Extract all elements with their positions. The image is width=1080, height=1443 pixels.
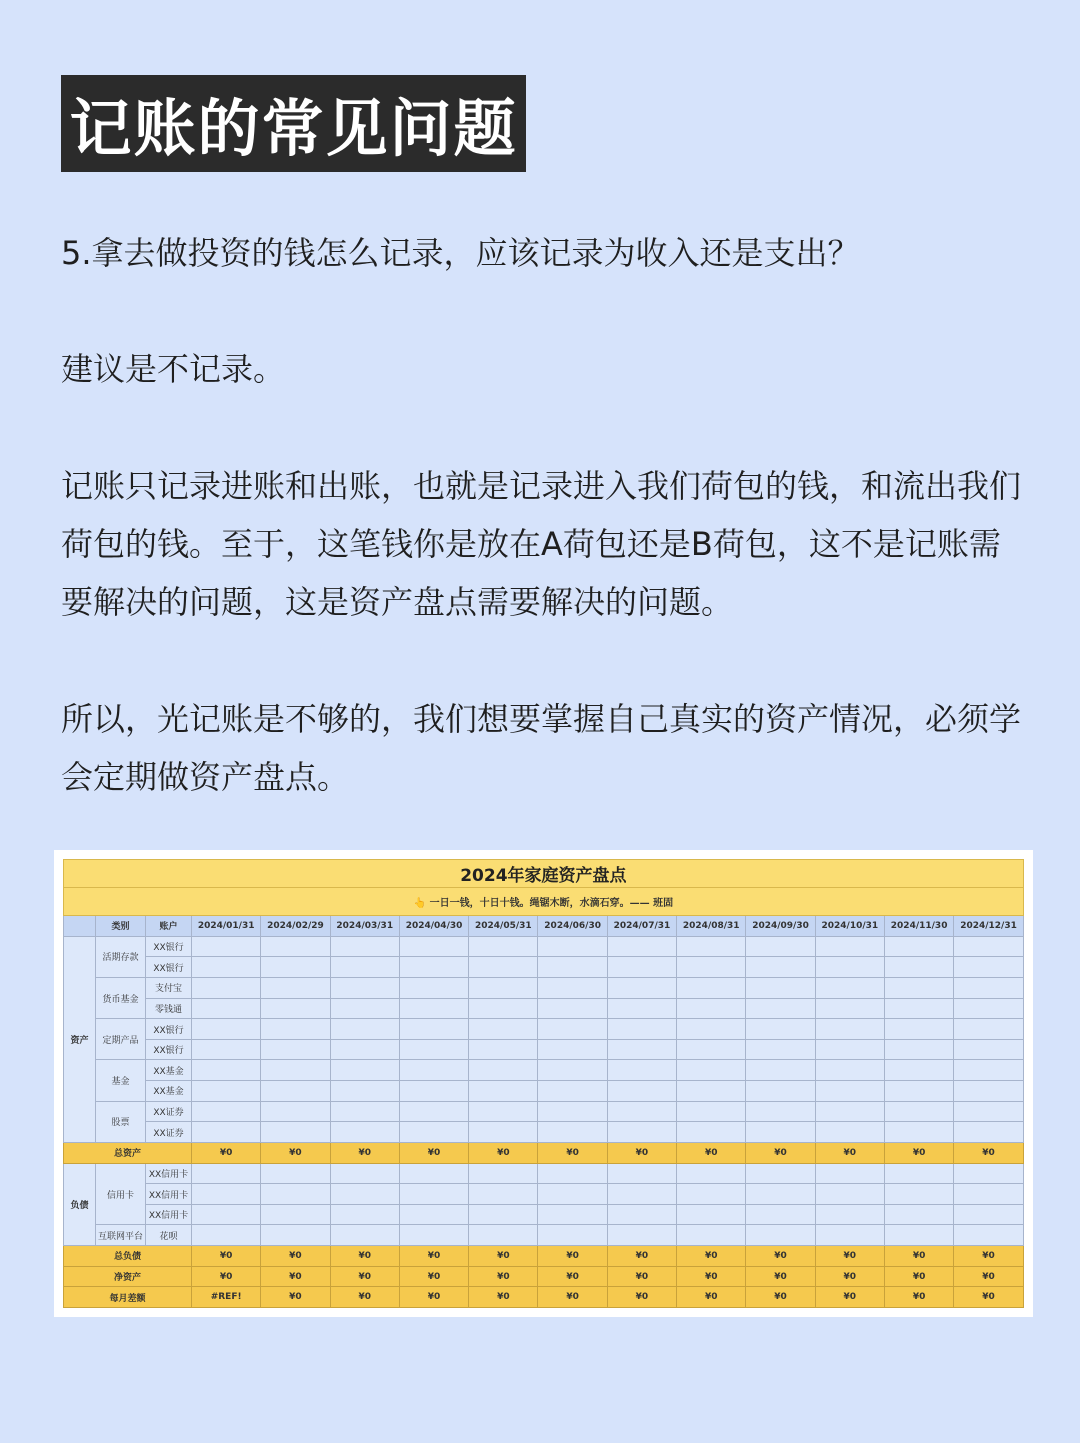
summary-value: ¥0	[954, 1246, 1024, 1267]
summary-row	[64, 1266, 1024, 1287]
category-cell: 货币基金	[96, 977, 146, 1018]
table-cell[interactable]	[399, 936, 468, 957]
table-cell[interactable]	[954, 1163, 1024, 1184]
table-cell[interactable]	[884, 1019, 953, 1040]
summary-value: #REF!	[192, 1287, 261, 1308]
summary-value: ¥0	[677, 1287, 746, 1308]
table-cell[interactable]	[607, 1081, 676, 1102]
account-cell: 零钱通	[146, 998, 192, 1019]
table-cell[interactable]	[261, 1204, 330, 1225]
table-cell[interactable]	[330, 1122, 399, 1143]
table-cell[interactable]	[884, 1122, 953, 1143]
table-cell[interactable]	[815, 1039, 884, 1060]
table-cell[interactable]	[538, 977, 607, 998]
table-cell[interactable]	[746, 1101, 815, 1122]
table-cell[interactable]	[469, 1122, 538, 1143]
account-cell: XX信用卡	[146, 1163, 192, 1184]
table-row	[64, 1060, 1024, 1081]
table-cell[interactable]	[192, 936, 261, 957]
account-cell: XX银行	[146, 957, 192, 978]
table-cell[interactable]	[815, 1101, 884, 1122]
table-cell[interactable]	[330, 957, 399, 978]
table-cell[interactable]	[399, 1163, 468, 1184]
summary-value: ¥0	[538, 1266, 607, 1287]
table-cell[interactable]	[399, 998, 468, 1019]
table-cell[interactable]	[815, 936, 884, 957]
sheet-title: 2024年家庭资产盘点	[64, 860, 1024, 888]
summary-value: ¥0	[469, 1266, 538, 1287]
table-cell[interactable]	[469, 957, 538, 978]
table-cell[interactable]	[261, 1163, 330, 1184]
table-cell[interactable]	[815, 1204, 884, 1225]
table-cell[interactable]	[192, 1122, 261, 1143]
summary-value: ¥0	[469, 1287, 538, 1308]
summary-value: ¥0	[261, 1287, 330, 1308]
table-cell[interactable]	[538, 1060, 607, 1081]
table-row	[64, 998, 1024, 1019]
table-cell[interactable]	[399, 1204, 468, 1225]
table-cell[interactable]	[884, 1039, 953, 1060]
summary-value: ¥0	[607, 1246, 676, 1267]
table-cell[interactable]	[607, 977, 676, 998]
table-cell[interactable]	[399, 1060, 468, 1081]
table-cell[interactable]	[261, 1081, 330, 1102]
summary-value: ¥0	[815, 1266, 884, 1287]
table-cell[interactable]	[815, 1184, 884, 1205]
table-cell[interactable]	[607, 1039, 676, 1060]
header-account: 账户	[146, 916, 192, 937]
section-label: 负债	[64, 1163, 96, 1246]
table-cell[interactable]	[538, 1225, 607, 1246]
header-date: 2024/07/31	[607, 916, 676, 937]
table-cell[interactable]	[399, 1019, 468, 1040]
category-cell: 信用卡	[96, 1163, 146, 1225]
table-cell[interactable]	[192, 1060, 261, 1081]
table-cell[interactable]	[538, 1101, 607, 1122]
table-cell[interactable]	[677, 1163, 746, 1184]
summary-value: ¥0	[746, 1287, 815, 1308]
header-date: 2024/12/31	[954, 916, 1024, 937]
table-cell[interactable]	[815, 1060, 884, 1081]
table-cell[interactable]	[330, 1101, 399, 1122]
table-cell[interactable]	[330, 1204, 399, 1225]
table-cell[interactable]	[677, 1019, 746, 1040]
table-row	[64, 936, 1024, 957]
summary-row	[64, 1246, 1024, 1267]
table-cell[interactable]	[399, 1122, 468, 1143]
table-cell[interactable]	[815, 1225, 884, 1246]
table-cell[interactable]	[261, 1122, 330, 1143]
table-cell[interactable]	[746, 1081, 815, 1102]
account-cell: 支付宝	[146, 977, 192, 998]
table-cell[interactable]	[954, 1225, 1024, 1246]
category-cell: 股票	[96, 1101, 146, 1142]
table-cell[interactable]	[815, 1163, 884, 1184]
table-cell[interactable]	[192, 1081, 261, 1102]
table-cell[interactable]	[677, 977, 746, 998]
summary-value: ¥0	[884, 1266, 953, 1287]
summary-value: ¥0	[538, 1142, 607, 1163]
header-blank	[64, 916, 96, 937]
table-cell[interactable]	[538, 1204, 607, 1225]
sheet-subtitle-text: 一日一钱，十日十钱。绳锯木断，水滴石穿。—— 班固	[429, 898, 674, 910]
table-row	[64, 1081, 1024, 1102]
table-cell[interactable]	[954, 1122, 1024, 1143]
summary-value: ¥0	[607, 1287, 676, 1308]
section-label: 资产	[64, 936, 96, 1142]
table-cell[interactable]	[399, 1081, 468, 1102]
table-cell[interactable]	[746, 1184, 815, 1205]
table-cell[interactable]	[192, 977, 261, 998]
table-cell[interactable]	[538, 998, 607, 1019]
table-cell[interactable]	[607, 1225, 676, 1246]
summary-value: ¥0	[607, 1266, 676, 1287]
table-cell[interactable]	[884, 1163, 953, 1184]
summary-value: ¥0	[330, 1142, 399, 1163]
table-cell[interactable]	[330, 977, 399, 998]
table-cell[interactable]	[954, 977, 1024, 998]
table-cell[interactable]	[192, 957, 261, 978]
summary-value: ¥0	[538, 1246, 607, 1267]
table-cell[interactable]	[607, 1163, 676, 1184]
summary-label: 净资产	[64, 1266, 192, 1287]
summary-value: ¥0	[330, 1246, 399, 1267]
account-cell: XX证券	[146, 1101, 192, 1122]
table-cell[interactable]	[192, 998, 261, 1019]
summary-value: ¥0	[815, 1142, 884, 1163]
table-cell[interactable]	[954, 1081, 1024, 1102]
summary-value: ¥0	[261, 1246, 330, 1267]
table-cell[interactable]	[607, 1122, 676, 1143]
summary-value: ¥0	[469, 1246, 538, 1267]
table-row	[64, 1039, 1024, 1060]
table-cell[interactable]	[746, 1019, 815, 1040]
table-row	[64, 1163, 1024, 1184]
header-date: 2024/02/29	[261, 916, 330, 937]
table-cell[interactable]	[330, 1081, 399, 1102]
category-cell: 互联网平台	[96, 1225, 146, 1246]
category-cell: 活期存款	[96, 936, 146, 977]
table-cell[interactable]	[607, 1019, 676, 1040]
account-cell: XX基金	[146, 1081, 192, 1102]
table-cell[interactable]	[330, 1039, 399, 1060]
table-cell[interactable]	[677, 957, 746, 978]
table-cell[interactable]	[538, 1163, 607, 1184]
table-cell[interactable]	[192, 1225, 261, 1246]
table-cell[interactable]	[677, 1039, 746, 1060]
header-date: 2024/04/30	[399, 916, 468, 937]
table-cell[interactable]	[261, 1184, 330, 1205]
table-cell[interactable]	[954, 1019, 1024, 1040]
summary-value: ¥0	[399, 1266, 468, 1287]
page-title: 记账的常见问题	[61, 75, 526, 172]
table-cell[interactable]	[746, 1060, 815, 1081]
table-cell[interactable]	[469, 1060, 538, 1081]
summary-value: ¥0	[677, 1266, 746, 1287]
summary-value: ¥0	[330, 1287, 399, 1308]
table-cell[interactable]	[330, 936, 399, 957]
table-cell[interactable]	[677, 998, 746, 1019]
table-cell[interactable]	[677, 1225, 746, 1246]
account-cell: XX证券	[146, 1122, 192, 1143]
spreadsheet-image	[54, 850, 1033, 1317]
table-cell[interactable]	[815, 1122, 884, 1143]
table-cell[interactable]	[538, 957, 607, 978]
answer-paragraph-3: 所以，光记账是不够的，我们想要掌握自己真实的资产情况，必须学会定期做资产盘点。	[61, 700, 1022, 796]
summary-value: ¥0	[954, 1142, 1024, 1163]
table-cell[interactable]	[884, 1184, 953, 1205]
asset-inventory-table	[63, 859, 1024, 1308]
table-cell[interactable]	[261, 957, 330, 978]
table-cell[interactable]	[954, 1204, 1024, 1225]
summary-label: 每月差额	[64, 1287, 192, 1308]
summary-label: 总负债	[64, 1246, 192, 1267]
table-cell[interactable]	[746, 1039, 815, 1060]
table-cell[interactable]	[815, 977, 884, 998]
table-cell[interactable]	[399, 957, 468, 978]
table-cell[interactable]	[884, 1225, 953, 1246]
account-cell: XX信用卡	[146, 1204, 192, 1225]
summary-value: ¥0	[884, 1142, 953, 1163]
table-cell[interactable]	[330, 1019, 399, 1040]
table-cell[interactable]	[469, 977, 538, 998]
table-cell[interactable]	[746, 977, 815, 998]
table-cell[interactable]	[192, 1184, 261, 1205]
table-cell[interactable]	[746, 998, 815, 1019]
summary-value: ¥0	[746, 1142, 815, 1163]
table-cell[interactable]	[746, 1122, 815, 1143]
header-date: 2024/09/30	[746, 916, 815, 937]
table-cell[interactable]	[261, 998, 330, 1019]
table-cell[interactable]	[538, 1019, 607, 1040]
header-date: 2024/06/30	[538, 916, 607, 937]
summary-value: ¥0	[815, 1287, 884, 1308]
table-cell[interactable]	[330, 1184, 399, 1205]
table-cell[interactable]	[746, 957, 815, 978]
table-cell[interactable]	[607, 936, 676, 957]
table-cell[interactable]	[884, 1204, 953, 1225]
table-cell[interactable]	[330, 1163, 399, 1184]
table-cell[interactable]	[399, 1101, 468, 1122]
table-cell[interactable]	[954, 957, 1024, 978]
table-cell[interactable]	[538, 1081, 607, 1102]
table-cell[interactable]	[192, 1039, 261, 1060]
table-cell[interactable]	[469, 1184, 538, 1205]
header-date: 2024/01/31	[192, 916, 261, 937]
summary-value: ¥0	[261, 1266, 330, 1287]
summary-value: ¥0	[192, 1266, 261, 1287]
summary-value: ¥0	[192, 1142, 261, 1163]
table-cell[interactable]	[607, 1204, 676, 1225]
table-cell[interactable]	[192, 1101, 261, 1122]
table-cell[interactable]	[677, 1081, 746, 1102]
table-cell[interactable]	[954, 1101, 1024, 1122]
table-cell[interactable]	[746, 1163, 815, 1184]
table-cell[interactable]	[954, 1184, 1024, 1205]
table-cell[interactable]	[677, 1204, 746, 1225]
table-cell[interactable]	[954, 936, 1024, 957]
account-cell: XX银行	[146, 1019, 192, 1040]
account-cell: XX信用卡	[146, 1184, 192, 1205]
table-cell[interactable]	[261, 1060, 330, 1081]
header-date: 2024/05/31	[469, 916, 538, 937]
summary-value: ¥0	[399, 1142, 468, 1163]
summary-value: ¥0	[330, 1266, 399, 1287]
table-cell[interactable]	[261, 1019, 330, 1040]
table-cell[interactable]	[261, 977, 330, 998]
table-row	[64, 1184, 1024, 1205]
table-cell[interactable]	[746, 1225, 815, 1246]
table-cell[interactable]	[815, 998, 884, 1019]
summary-value: ¥0	[884, 1287, 953, 1308]
table-row	[64, 1122, 1024, 1143]
header-category: 类别	[96, 916, 146, 937]
table-cell[interactable]	[677, 936, 746, 957]
table-cell[interactable]	[538, 936, 607, 957]
account-cell: 花呗	[146, 1225, 192, 1246]
hand-icon: 👆	[413, 898, 427, 910]
table-cell[interactable]	[192, 1163, 261, 1184]
table-cell[interactable]	[884, 1081, 953, 1102]
table-cell[interactable]	[399, 1184, 468, 1205]
table-cell[interactable]	[538, 1184, 607, 1205]
summary-value: ¥0	[677, 1142, 746, 1163]
table-cell[interactable]	[469, 1019, 538, 1040]
table-cell[interactable]	[746, 1204, 815, 1225]
summary-value: ¥0	[815, 1246, 884, 1267]
header-date: 2024/03/31	[330, 916, 399, 937]
summary-value: ¥0	[399, 1287, 468, 1308]
summary-value: ¥0	[954, 1287, 1024, 1308]
table-cell[interactable]	[399, 977, 468, 998]
table-cell[interactable]	[330, 1225, 399, 1246]
summary-value: ¥0	[469, 1142, 538, 1163]
table-cell[interactable]	[884, 977, 953, 998]
summary-row	[64, 1287, 1024, 1308]
account-cell: XX银行	[146, 1039, 192, 1060]
table-cell[interactable]	[884, 998, 953, 1019]
table-cell[interactable]	[607, 1060, 676, 1081]
header-date: 2024/10/31	[815, 916, 884, 937]
table-cell[interactable]	[261, 1101, 330, 1122]
table-cell[interactable]	[607, 1101, 676, 1122]
table-cell[interactable]	[469, 1225, 538, 1246]
table-cell[interactable]	[954, 1039, 1024, 1060]
table-cell[interactable]	[815, 1019, 884, 1040]
sheet-subtitle	[64, 888, 1024, 916]
summary-label: 总资产	[64, 1142, 192, 1163]
header-row	[64, 916, 1024, 937]
table-row	[64, 957, 1024, 978]
table-row	[64, 1019, 1024, 1040]
header-date: 2024/08/31	[677, 916, 746, 937]
table-cell[interactable]	[330, 998, 399, 1019]
table-cell[interactable]	[677, 1184, 746, 1205]
summary-value: ¥0	[746, 1246, 815, 1267]
table-cell[interactable]	[884, 957, 953, 978]
table-cell[interactable]	[884, 936, 953, 957]
summary-value: ¥0	[261, 1142, 330, 1163]
table-row	[64, 1225, 1024, 1246]
summary-value: ¥0	[399, 1246, 468, 1267]
account-cell: XX银行	[146, 936, 192, 957]
table-cell[interactable]	[261, 936, 330, 957]
table-cell[interactable]	[538, 1039, 607, 1060]
table-cell[interactable]	[192, 1204, 261, 1225]
question-text: 5.拿去做投资的钱怎么记录，应该记录为收入还是支出？	[61, 234, 860, 272]
table-cell[interactable]	[954, 998, 1024, 1019]
table-row	[64, 977, 1024, 998]
summary-value: ¥0	[954, 1266, 1024, 1287]
table-cell[interactable]	[677, 1060, 746, 1081]
table-cell[interactable]	[746, 936, 815, 957]
table-cell[interactable]	[677, 1101, 746, 1122]
table-cell[interactable]	[261, 1039, 330, 1060]
table-row	[64, 1101, 1024, 1122]
summary-value: ¥0	[192, 1246, 261, 1267]
table-cell[interactable]	[884, 1060, 953, 1081]
category-cell: 定期产品	[96, 1019, 146, 1060]
table-cell[interactable]	[469, 1081, 538, 1102]
table-cell[interactable]	[815, 1081, 884, 1102]
table-cell[interactable]	[677, 1122, 746, 1143]
account-cell: XX基金	[146, 1060, 192, 1081]
summary-value: ¥0	[884, 1246, 953, 1267]
table-cell[interactable]	[607, 998, 676, 1019]
table-cell[interactable]	[469, 1163, 538, 1184]
table-cell[interactable]	[192, 1019, 261, 1040]
category-cell: 基金	[96, 1060, 146, 1101]
table-cell[interactable]	[954, 1060, 1024, 1081]
table-cell[interactable]	[399, 1039, 468, 1060]
summary-value: ¥0	[538, 1287, 607, 1308]
table-cell[interactable]	[399, 1225, 468, 1246]
table-cell[interactable]	[607, 957, 676, 978]
table-cell[interactable]	[469, 936, 538, 957]
answer-paragraph-1: 建议是不记录。	[61, 350, 286, 388]
table-cell[interactable]	[607, 1184, 676, 1205]
table-cell[interactable]	[538, 1122, 607, 1143]
table-cell[interactable]	[469, 998, 538, 1019]
table-cell[interactable]	[469, 1039, 538, 1060]
total-assets-row	[64, 1142, 1024, 1163]
table-cell[interactable]	[261, 1225, 330, 1246]
table-cell[interactable]	[815, 957, 884, 978]
summary-value: ¥0	[677, 1246, 746, 1267]
summary-value: ¥0	[746, 1266, 815, 1287]
answer-paragraph-2: 记账只记录进账和出账，也就是记录进入我们荷包的钱，和流出我们荷包的钱。至于，这笔钱你是放在A荷包还是B荷包，这不是记账需要解决的问题，这是资产盘点需要解决的问题。	[61, 467, 1022, 621]
table-cell[interactable]	[469, 1204, 538, 1225]
table-row	[64, 1204, 1024, 1225]
table-cell[interactable]	[884, 1101, 953, 1122]
summary-value: ¥0	[607, 1142, 676, 1163]
table-cell[interactable]	[469, 1101, 538, 1122]
header-date: 2024/11/30	[884, 916, 953, 937]
table-cell[interactable]	[330, 1060, 399, 1081]
